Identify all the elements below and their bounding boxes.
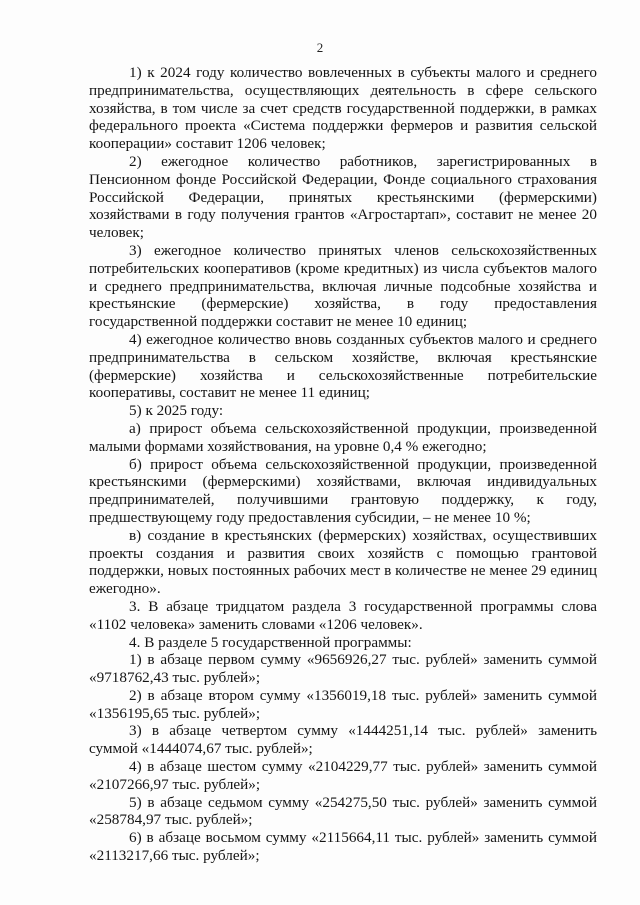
paragraph-4: 4) ежегодное количество вновь созданных субъектов малого и среднего предпринимательства в сельском хозяйстве, включая крестьянские (фермерские) хозяйства и сельскохозяйственные потребительские кооперативы, составит не менее 11 единиц; — [89, 330, 597, 402]
paragraph-5: 5) к 2025 году: — [129, 402, 224, 420]
paragraph-1: 1) к 2024 году количество вовлеченных в субъекты малого и среднего предпринимательства, осуществляющих деятельность в сфере сельского хозяйства, в том числе за счет средств государственной поддержки, в рамках федерального проекта «Система поддержки фермеров и развития сельской кооперации» составит 1206 человек; — [89, 64, 597, 153]
page-number: 2 — [316, 40, 324, 55]
paragraph-5b: б) прирост объема сельскохозяйственной продукции, произведенной крестьянскими (фермерскими) хозяйствами, включая индивидуальных предпринимателей, получившими грантовую поддержку, к году, предшествующему году предоставления субсидии, – не менее 10 %; — [89, 455, 597, 526]
paragraph-3: 3) ежегодное количество принятых членов сельскохозяйственных потребительских кооперативов (кроме кредитных) из числа субъектов малого и среднего предпринимательства, включая личные подсобные хозяйства и крестьянские (фермерские) хозяйства, в году предоставления государственной поддержки составит не менее 10 единиц; — [89, 241, 597, 331]
paragraph-4-6: 6) в абзаце восьмом сумму «2115664,11 тыс. рублей» заменить суммой «2113217,66 тыс. рублей»; — [89, 829, 597, 865]
paragraph-item-3: 3. В абзаце тридцатом раздела 3 государственной программы слова «1102 человека» заменить словами «1206 человек». — [89, 597, 597, 633]
paragraph-4-2: 2) в абзаце втором сумму «1356019,18 тыс. рублей» заменить суммой «1356195,65 тыс. рублей»; — [89, 686, 597, 722]
paragraph-4-5: 5) в абзаце седьмом сумму «254275,50 тыс. рублей» заменить суммой «258784,97 тыс. рублей»; — [89, 793, 597, 829]
paragraph-item-4: 4. В разделе 5 государственной программы: — [129, 633, 412, 651]
paragraph-4-1: 1) в абзаце первом сумму «9656926,27 тыс. рублей» заменить суммой «9718762,43 тыс. рублей»; — [89, 651, 597, 687]
paragraph-4-4: 4) в абзаце шестом сумму «2104229,77 тыс. рублей» заменить суммой «2107266,97 тыс. рублей»; — [89, 758, 597, 793]
paragraph-4-3: 3) в абзаце четвертом сумму «1444251,14 тыс. рублей» заменить суммой «1444074,67 тыс. рублей»; — [89, 722, 597, 758]
paragraph-5v: в) создание в крестьянских (фермерских) хозяйствах, осуществивших проекты создания и развития своих хозяйств с помощью грантовой поддержки, новых постоянных рабочих мест в количестве не менее 29 единиц ежегодно». — [89, 526, 597, 598]
paragraph-5a: а) прирост объема сельскохозяйственной продукции, произведенной малыми формами хозяйствования, на уровне 0,4 % ежегодно; — [89, 419, 597, 455]
document-body — [89, 64, 597, 865]
paragraph-2: 2) ежегодное количество работников, зарегистрированных в Пенсионном фонде Российской Федерации, Фонде социального страхования Российской Федерации, принятых крестьянскими (фермерскими) хозяйствами в году получения грантов «Агростартап», составит не менее 20 человек; — [89, 152, 597, 242]
